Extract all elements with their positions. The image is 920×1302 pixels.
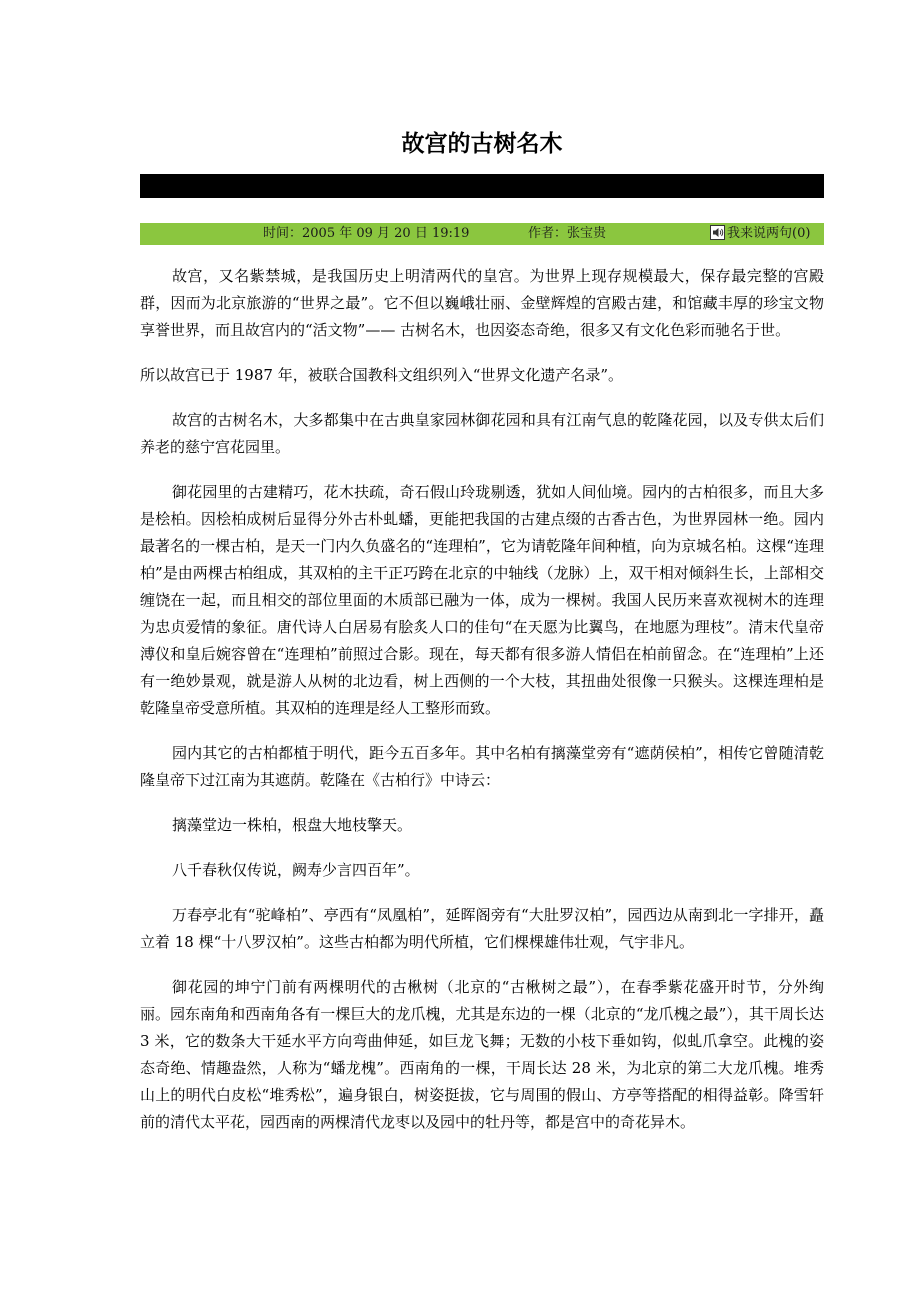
- article-paragraph: 园内其它的古柏都植于明代，距今五百多年。其中名柏有摛藻堂旁有“遮荫侯柏”，相传它曾随清乾隆皇帝下过江南为其遮荫。乾隆在《古柏行》中诗云：: [140, 744, 824, 789]
- poem-line: 八千春秋仅传说，阙寿少言四百年”。: [172, 861, 420, 879]
- article-meta-bar: [140, 223, 824, 245]
- article-paragraph: 万春亭北有“驼峰柏”、亭西有“凤凰柏”，延晖阁旁有“大肚罗汉柏”，园西边从南到北一字排开，矗立着 18 棵“十八罗汉柏”。这些古柏都为明代所植，它们棵棵雄伟壮观，气宇非凡。: [140, 906, 824, 951]
- article-body: [140, 263, 824, 1154]
- article-title: 故宫的古树名木: [401, 131, 563, 157]
- comment-action[interactable]: [710, 223, 810, 245]
- speaker-icon: [710, 225, 725, 240]
- poem-line: 摛藻堂边一株柏，根盘大地枝擎天。: [172, 816, 413, 834]
- article-paragraph: 御花园里的古建精巧，花木扶疏，奇石假山玲珑剔透，犹如人间仙境。园内的古柏很多，而且大多是桧柏。因桧柏成树后显得分外古朴虬蟠，更能把我国的古建点缀的古香古色，为世界园林一绝。园内最著名的一棵古柏，是天一门内久负盛名的“连理柏”，它为请乾隆年间种植，向为京城名柏。这棵“连理柏”是由两棵古柏组成，其双柏的主干正巧跨在北京的中轴线（龙脉）上，双干相对倾斜生长，上部相交缠饶在一起，而且相交的部位里面的木质部已融为一体，成为一棵树。我国人民历来喜欢视树木的连理为忠贞爱情的象征。唐代诗人白居易有脍炙人口的佳句“在天愿为比翼鸟，在地愿为理枝”。清末代皇帝溥仪和皇后婉容曾在“连理柏”前照过合影。现在，每天都有很多游人情侣在柏前留念。在“连理柏”上还有一绝妙景观，就是游人从树的北边看，树上西侧的一个大枝，其扭曲处很像一只猴头。这棵连理柏是乾隆皇帝受意所植。其双柏的连理是经人工整形而致。: [140, 483, 824, 717]
- author-name: 作者：张宝贵: [528, 226, 607, 241]
- article-paragraph: 故宫的古树名木，大多都集中在古典皇家园林御花园和具有江南气息的乾隆花园，以及专供太后们养老的慈宁宫花园里。: [140, 411, 824, 456]
- article-paragraph: 御花园的坤宁门前有两棵明代的古楸树（北京的“古楸树之最”），在春季紫花盛开时节，分外绚丽。园东南角和西南角各有一棵巨大的龙爪槐，尤其是东边的一棵（北京的“龙爪槐之最”），其干周长达 3 米，它的数条大干延水平方向弯曲伸延，如巨龙飞舞；无数的小枝下垂如钩，似虬爪拿空。此槐的姿态奇绝、情趣盎然，人称为“蟠龙槐”。西南角的一棵，干周长达 28 米，为北京的第二大龙爪槐。堆秀山上的明代白皮松“堆秀松”，遍身银白，树姿挺拔，它与周围的假山、方亭等搭配的相得益彰。降雪轩前的清代太平花，园西南的两棵清代龙枣以及园中的牡丹等，都是宫中的奇花异木。: [140, 978, 824, 1131]
- title-divider-bar: [140, 174, 824, 198]
- publish-time: 时间：2005 年 09 月 20 日 19:19: [263, 226, 470, 241]
- article-paragraph: 所以故宫已于 1987 年，被联合国教科文组织列入“世界文化遗产名录”。: [140, 366, 624, 384]
- comment-link[interactable]: 我来说两句(0): [727, 226, 811, 241]
- article-paragraph: 故宫，又名紫禁城，是我国历史上明清两代的皇宫。为世界上现存规模最大，保存最完整的宫殿群，因而为北京旅游的“世界之最”。它不但以巍峨壮丽、金壁辉煌的宫殿古建，和馆藏丰厚的珍宝文物享誉世界，而且故宫内的“活文物”—— 古树名木，也因姿态奇绝，很多又有文化色彩而驰名于世。: [140, 267, 824, 339]
